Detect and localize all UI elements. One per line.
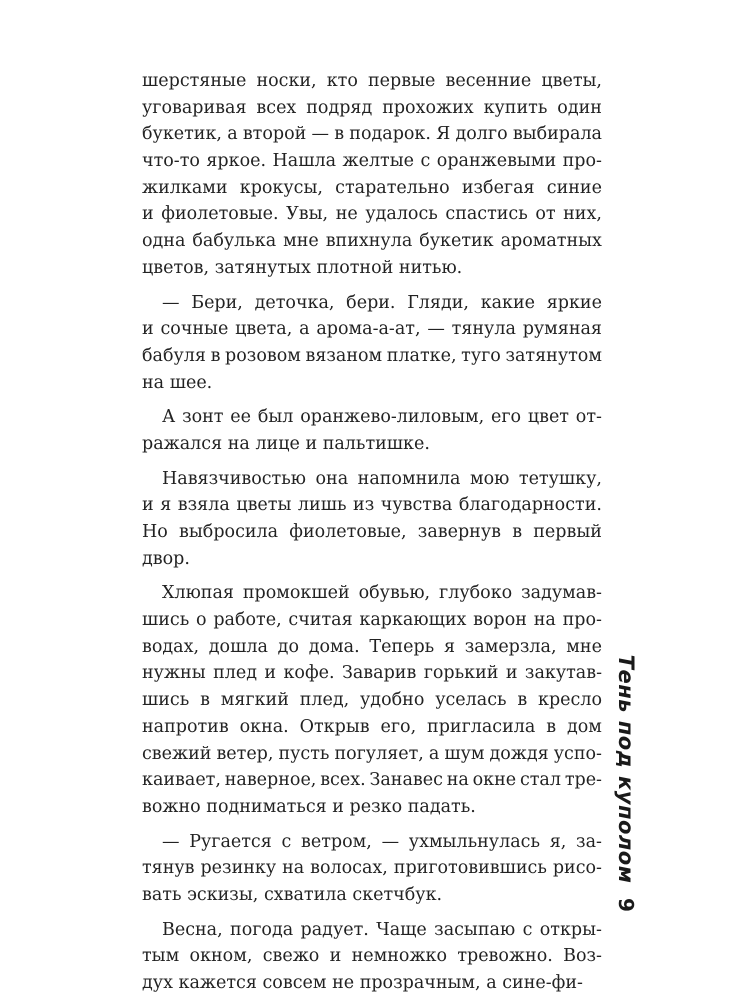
text-line: двор. bbox=[142, 548, 190, 569]
text-line: букетик, а второй — в подарок. Я долго выбирала bbox=[142, 124, 602, 145]
running-title bbox=[610, 648, 642, 890]
text-line: что-то яркое. Нашла желтые с оранжевыми про- bbox=[142, 151, 602, 172]
text-line: одна бабулька мне впихнула букетик ароматных bbox=[142, 231, 602, 252]
text-line: на шее. bbox=[142, 372, 213, 393]
text-line: бабуля в розовом вязаном платке, туго затянутом bbox=[142, 345, 602, 366]
text-line: и я взяла цветы лишь из чувства благодарности. bbox=[142, 495, 602, 516]
text-line: ражался на лице и пальтишке. bbox=[142, 433, 430, 454]
text-line: цветов, затянутых плотной нитью. bbox=[142, 257, 463, 278]
text-line: и сочные цвета, а арома-а-ат, — тянула румяная bbox=[142, 319, 602, 340]
text-line: А зонт ее был оранжево-лиловым, его цвет от- bbox=[162, 407, 602, 428]
text-line: тым окном, свежо и немножко тревожно. Воз- bbox=[142, 946, 602, 967]
text-line: шерстяные носки, кто первые весенние цветы, bbox=[142, 71, 602, 91]
text-line: Хлюпая промокшей обувью, глубоко задумав- bbox=[162, 583, 602, 604]
text-line: водах, дошла до дома. Теперь я замерзла, мне bbox=[142, 636, 602, 657]
text-line: нужны плед и кофе. Заварив горький и закутав- bbox=[142, 663, 602, 684]
text-line: Весна, погода радует. Чаще засыпаю с откры- bbox=[162, 919, 602, 940]
text-line: шись в мягкий плед, удобно уселась в кресло bbox=[142, 690, 602, 711]
page-number bbox=[611, 890, 641, 920]
text-line: тянув резинку на волосах, приготовившись рисо- bbox=[142, 858, 602, 879]
text-line: уговаривая всех подряд прохожих купить один bbox=[142, 97, 602, 118]
text-line: Но выбросила фиолетовые, завернув в первый bbox=[142, 522, 602, 542]
text-line: Навязчивостью она напомнила мою тетушку, bbox=[162, 468, 602, 489]
text-line: жилками крокусы, старательно избегая синие bbox=[142, 177, 602, 198]
running-title-text: Тень под куполом bbox=[614, 654, 638, 884]
text-line: шись о работе, считая каркающих ворон на про- bbox=[142, 610, 602, 631]
text-line: — Бери, деточка, бери. Гляди, какие яркие bbox=[162, 292, 602, 313]
text-line: вожно подниматься и резко падать. bbox=[142, 796, 476, 817]
body-text bbox=[142, 68, 602, 997]
text-line: каивает, наверное, всех. Занавес на окне стал тре- bbox=[142, 770, 602, 791]
text-line: — Ругается с ветром, — ухмыльнулась я, за- bbox=[162, 831, 602, 852]
text-line: вать эскизы, схватила скетчбук. bbox=[142, 884, 443, 905]
text-line: напротив окна. Открыв его, пригласила в дом bbox=[142, 716, 602, 737]
page-number-text: 9 bbox=[614, 898, 638, 912]
text-line: дух кажется совсем не прозрачным, а сине-фи- bbox=[142, 973, 583, 993]
text-line: свежий ветер, пусть погуляет, а шум дождя успо- bbox=[142, 743, 602, 764]
text-line: и фиолетовые. Увы, не удалось спастись от них, bbox=[142, 204, 602, 225]
